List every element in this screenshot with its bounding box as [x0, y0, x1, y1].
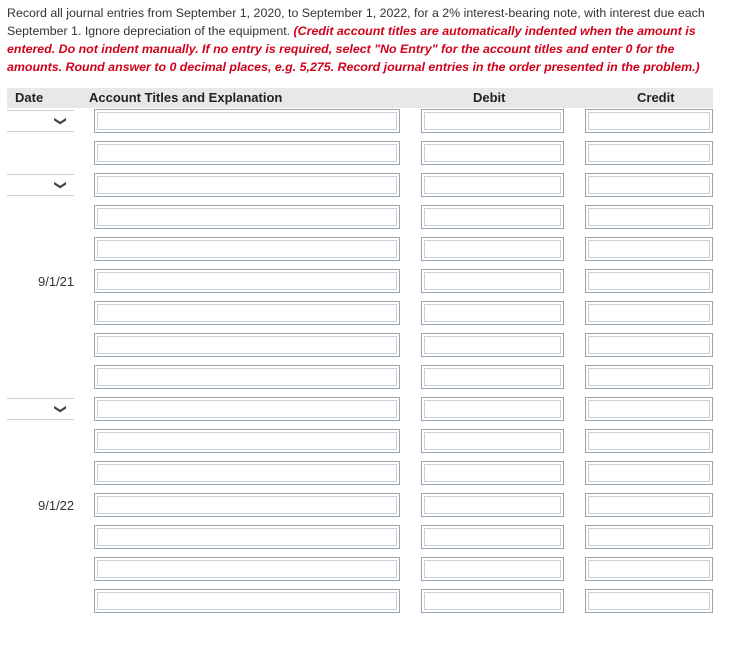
journal-row	[0, 459, 738, 491]
account-title-input-field[interactable]	[97, 272, 397, 290]
credit-input[interactable]	[585, 301, 713, 325]
debit-input[interactable]	[421, 397, 564, 421]
account-title-input-field[interactable]	[97, 432, 397, 450]
credit-input-field[interactable]	[588, 528, 710, 546]
journal-row	[0, 555, 738, 587]
credit-input[interactable]	[585, 461, 713, 485]
journal-row	[0, 491, 738, 523]
account-title-input[interactable]	[94, 301, 400, 325]
credit-input-field[interactable]	[588, 304, 710, 322]
journal-row	[0, 523, 738, 555]
credit-input[interactable]	[585, 557, 713, 581]
journal-row	[0, 363, 738, 395]
journal-row	[0, 395, 738, 427]
debit-input[interactable]	[421, 109, 564, 133]
account-title-input[interactable]	[94, 333, 400, 357]
debit-input[interactable]	[421, 205, 564, 229]
journal-row	[0, 427, 738, 459]
credit-input-field[interactable]	[588, 336, 710, 354]
account-title-input[interactable]	[94, 493, 400, 517]
account-title-input-field[interactable]	[97, 464, 397, 482]
date-label: 9/1/22	[38, 498, 75, 513]
debit-input-field[interactable]	[424, 272, 561, 290]
account-title-input[interactable]	[94, 141, 400, 165]
journal-row	[0, 299, 738, 331]
debit-input[interactable]	[421, 237, 564, 261]
account-title-input[interactable]	[94, 365, 400, 389]
account-title-input[interactable]	[94, 397, 400, 421]
credit-input[interactable]	[585, 173, 713, 197]
account-title-input[interactable]	[94, 461, 400, 485]
debit-input-field[interactable]	[424, 112, 561, 130]
debit-input[interactable]	[421, 557, 564, 581]
journal-row	[0, 139, 738, 171]
credit-input[interactable]	[585, 141, 713, 165]
debit-input-field[interactable]	[424, 496, 561, 514]
debit-input-field[interactable]	[424, 592, 561, 610]
account-title-input[interactable]	[94, 557, 400, 581]
debit-input-field[interactable]	[424, 304, 561, 322]
account-title-input[interactable]	[94, 237, 400, 261]
debit-input[interactable]	[421, 141, 564, 165]
account-title-input-field[interactable]	[97, 240, 397, 258]
account-title-input-field[interactable]	[97, 592, 397, 610]
debit-input[interactable]	[421, 493, 564, 517]
debit-input-field[interactable]	[424, 368, 561, 386]
credit-input-field[interactable]	[588, 464, 710, 482]
account-title-input-field[interactable]	[97, 112, 397, 130]
credit-input[interactable]	[585, 429, 713, 453]
header-account: Account Titles and Explanation	[89, 90, 283, 105]
debit-input-field[interactable]	[424, 208, 561, 226]
credit-input-field[interactable]	[588, 208, 710, 226]
date-label: 9/1/21	[38, 274, 75, 289]
debit-input-field[interactable]	[424, 176, 561, 194]
account-title-input[interactable]	[94, 173, 400, 197]
journal-row	[0, 203, 738, 235]
debit-input-field[interactable]	[424, 464, 561, 482]
credit-input[interactable]	[585, 237, 713, 261]
account-title-input-field[interactable]	[97, 208, 397, 226]
credit-input[interactable]	[585, 109, 713, 133]
credit-input-field[interactable]	[588, 368, 710, 386]
debit-input[interactable]	[421, 429, 564, 453]
debit-input-field[interactable]	[424, 560, 561, 578]
credit-input-field[interactable]	[588, 496, 710, 514]
date-select[interactable]	[7, 174, 74, 196]
credit-input[interactable]	[585, 269, 713, 293]
date-select[interactable]	[7, 110, 74, 132]
credit-input-field[interactable]	[588, 592, 710, 610]
debit-input[interactable]	[421, 333, 564, 357]
date-select[interactable]	[7, 398, 74, 420]
account-title-input[interactable]	[94, 269, 400, 293]
account-title-input-field[interactable]	[97, 304, 397, 322]
credit-input[interactable]	[585, 525, 713, 549]
debit-input[interactable]	[421, 301, 564, 325]
credit-input-field[interactable]	[588, 432, 710, 450]
credit-input-field[interactable]	[588, 272, 710, 290]
account-title-input[interactable]	[94, 589, 400, 613]
journal-table-header	[7, 88, 713, 108]
account-title-input-field[interactable]	[97, 368, 397, 386]
credit-input[interactable]	[585, 589, 713, 613]
journal-row	[0, 587, 738, 619]
credit-input-field[interactable]	[588, 144, 710, 162]
credit-input[interactable]	[585, 205, 713, 229]
account-title-input[interactable]	[94, 205, 400, 229]
account-title-input-field[interactable]	[97, 528, 397, 546]
credit-input-field[interactable]	[588, 176, 710, 194]
account-title-input-field[interactable]	[97, 176, 397, 194]
credit-input-field[interactable]	[588, 240, 710, 258]
account-title-input-field[interactable]	[97, 400, 397, 418]
header-date: Date	[15, 90, 44, 105]
header-debit: Debit	[473, 90, 506, 105]
debit-input[interactable]	[421, 461, 564, 485]
debit-input[interactable]	[421, 589, 564, 613]
debit-input[interactable]	[421, 365, 564, 389]
journal-row	[0, 107, 738, 139]
account-title-input[interactable]	[94, 429, 400, 453]
account-title-input-field[interactable]	[97, 144, 397, 162]
debit-input[interactable]	[421, 173, 564, 197]
credit-input-field[interactable]	[588, 400, 710, 418]
debit-input-field[interactable]	[424, 144, 561, 162]
instructions-note: (Credit account titles are automatically indented when the amount is entered. Do not indent manually. If no entry is required, select "No Entry" for the account titles and enter 0 for the amounts. Round answer to 0 decimal places, e.g. 5,275. Record journal entries in the order presented in the problem.)	[7, 24, 700, 74]
instructions	[7, 4, 723, 76]
credit-input-field[interactable]	[588, 112, 710, 130]
journal-row	[0, 267, 738, 299]
debit-input-field[interactable]	[424, 528, 561, 546]
debit-input-field[interactable]	[424, 336, 561, 354]
credit-input[interactable]	[585, 365, 713, 389]
instructions-text: Record all journal entries from September 1, 2020, to September 1, 2022, for a 2% interest-bearing note, with interest due each September 1. Ignore depreciation of the equipment.	[7, 6, 705, 38]
credit-input[interactable]	[585, 397, 713, 421]
credit-input[interactable]	[585, 333, 713, 357]
chevron-down-icon: ❯	[53, 179, 68, 191]
header-credit: Credit	[637, 90, 675, 105]
debit-input-field[interactable]	[424, 400, 561, 418]
account-title-input[interactable]	[94, 525, 400, 549]
debit-input[interactable]	[421, 525, 564, 549]
account-title-input-field[interactable]	[97, 560, 397, 578]
credit-input-field[interactable]	[588, 560, 710, 578]
journal-row	[0, 235, 738, 267]
chevron-down-icon: ❯	[53, 115, 68, 127]
debit-input-field[interactable]	[424, 432, 561, 450]
account-title-input-field[interactable]	[97, 496, 397, 514]
account-title-input-field[interactable]	[97, 336, 397, 354]
credit-input[interactable]	[585, 493, 713, 517]
journal-row	[0, 171, 738, 203]
chevron-down-icon: ❯	[53, 403, 68, 415]
account-title-input[interactable]	[94, 109, 400, 133]
journal-row	[0, 331, 738, 363]
debit-input[interactable]	[421, 269, 564, 293]
debit-input-field[interactable]	[424, 240, 561, 258]
